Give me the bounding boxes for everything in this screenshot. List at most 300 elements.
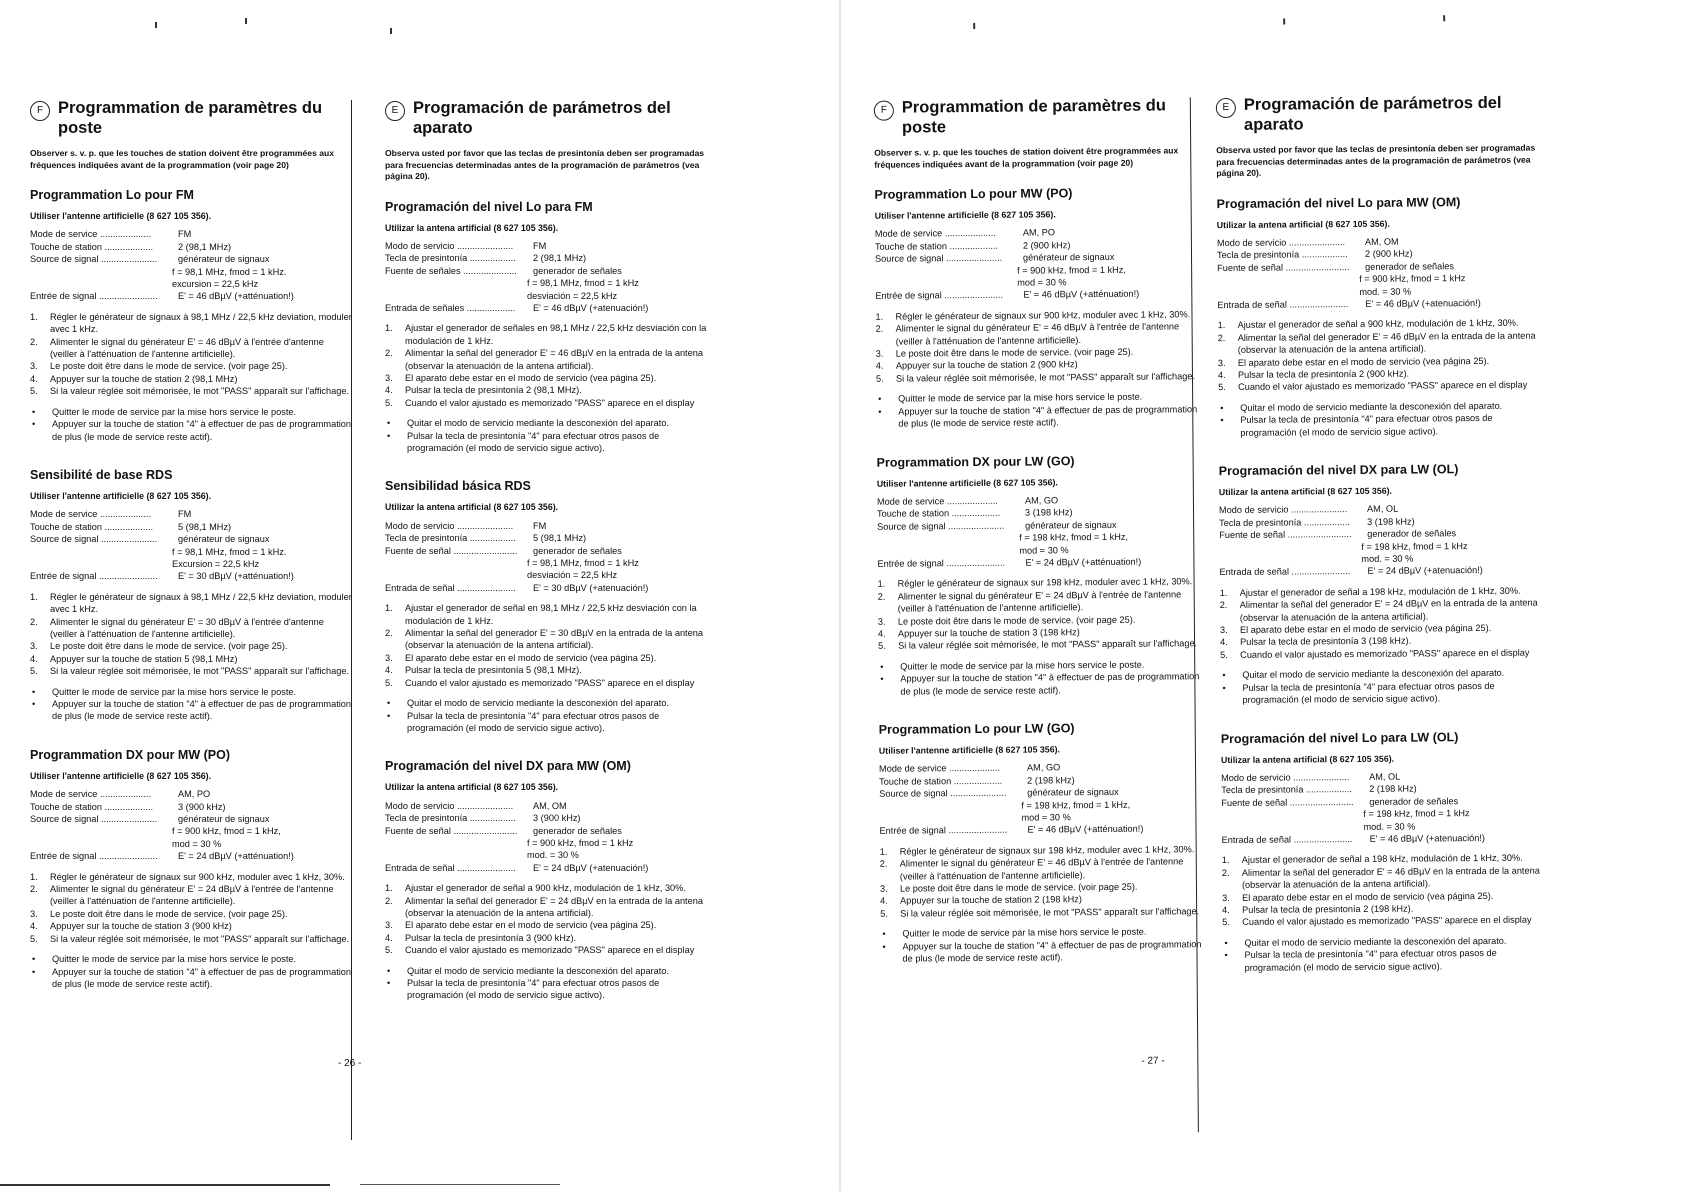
parameter-value: 5 (98,1 MHz) xyxy=(178,521,232,532)
parameter-label: Entrada de señales ................... xyxy=(385,302,516,313)
column-spanish xyxy=(1216,93,1545,999)
bullet-icon: • xyxy=(878,393,882,405)
step-number: 5. xyxy=(880,908,888,919)
parameter-value: AM, OL xyxy=(1366,504,1399,515)
step-number: 5. xyxy=(1220,649,1228,660)
step-number: 1. xyxy=(1219,587,1228,598)
step-text: El aparato debe estar en el modo de servicio (vea página 25). xyxy=(1242,890,1494,903)
parameter-row xyxy=(385,862,707,874)
procedure-section xyxy=(879,719,1203,965)
intro-note: Observa usted por favor que las teclas de presintonía deben ser programadas para frecuencias determinadas antes de la programación de parámetros (vea página 20). xyxy=(1216,142,1536,179)
note-item xyxy=(385,430,707,455)
step-item xyxy=(385,932,707,944)
step-number: 5. xyxy=(30,933,38,944)
bullet-icon: • xyxy=(882,928,886,940)
parameter-row xyxy=(385,582,707,594)
parameter-value: générateur de signaux xyxy=(178,254,270,265)
step-text: Alimenter le signal du générateur E' = 46 dBµV à l'entrée de l'antenne (veiller à l'atténuation de l'antenne artificielle). xyxy=(899,856,1184,882)
step-item xyxy=(878,638,1200,653)
language-badge: E xyxy=(1216,98,1236,118)
parameter-label: Tecla de presintonía .................. xyxy=(385,533,516,544)
procedure-section xyxy=(30,467,352,723)
parameter-detail: Excursion = 22,5 kHz xyxy=(172,558,260,569)
parameter-detail: f = 198 kHz, fmod = 1 kHz xyxy=(1361,540,1468,552)
bullet-icon: • xyxy=(387,698,391,709)
step-item xyxy=(385,882,707,894)
note-text: Quitar el modo de servicio mediante la desconexión del aparato. xyxy=(1240,400,1503,413)
parameter-row xyxy=(1219,527,1541,542)
parameter-label: Tecla de presintonía .................. xyxy=(1221,784,1352,796)
parameter-detail: mod. = 30 % xyxy=(1361,553,1414,564)
parameter-detail: f = 198 kHz, fmod = 1 kHz, xyxy=(1021,799,1131,811)
procedure-section xyxy=(874,184,1198,430)
step-number: 3. xyxy=(877,616,886,627)
parameter-label: Entrée de signal ....................... xyxy=(879,825,1008,837)
step-text: Si la valeur réglée soit mémorisée, le mot "PASS" apparaît sur l'affichage. xyxy=(900,906,1200,919)
parameter-value: 2 (98,1 MHz) xyxy=(533,253,587,264)
parameter-label: Tecla de presintonía .................. xyxy=(385,813,516,824)
bullet-icon: • xyxy=(32,699,36,709)
parameter-value: E' = 46 dBµV (+atténuation!) xyxy=(178,291,294,302)
parameter-detail: mod = 30 % xyxy=(1017,277,1067,288)
note-text: Pulsar la tecla de presintonía "4" para efectuar otros pasos de programación (el modo de servicio sigue activo). xyxy=(1244,948,1497,973)
parameter-row xyxy=(30,241,352,253)
bullet-icon: • xyxy=(32,686,36,697)
parameter-value: generador de señales xyxy=(1367,528,1457,540)
parameter-value: E' = 24 dBµV (+atténuation!) xyxy=(1025,556,1142,568)
step-number: 2. xyxy=(1219,600,1228,611)
step-text: Ajustar el generador de señal en 98,1 MHz / 22,5 kHz desviación con la modulación de 1 kHz. xyxy=(405,603,697,626)
bullet-icon: • xyxy=(32,406,36,417)
step-text: Alimentar la señal del generador E' = 46 dBµV en la entrada de la antena (observar la atenuación de la antena artificial). xyxy=(405,348,703,371)
step-text: Appuyer sur la touche de station 2 (900 kHz) xyxy=(895,359,1078,372)
bullet-icon: • xyxy=(32,966,36,977)
step-item xyxy=(385,677,707,689)
step-list xyxy=(1220,584,1543,661)
scan-mark xyxy=(1443,15,1445,21)
parameter-value: FM xyxy=(178,229,192,240)
parameter-detail: f = 98,1 MHz, fmod = 1 kHz xyxy=(527,278,639,289)
note-list xyxy=(1218,399,1540,439)
procedure-section xyxy=(385,758,707,1002)
step-item xyxy=(1218,329,1540,356)
section-heading: Programmation Lo pour LW (GO) xyxy=(878,721,1075,737)
parameter-row xyxy=(875,288,1197,303)
step-text: Alimentar la señal del generador E' = 30 dBµV en la entrada de la antena (observar la atenuación de la antena artificial). xyxy=(405,628,703,651)
parameter-detail: f = 198 kHz, fmod = 1 kHz, xyxy=(1019,531,1129,543)
step-text: Ajustar el generador de señal a 900 kHz, modulación de 1 kHz, 30%. xyxy=(405,883,686,894)
parameter-label: Modo de servicio ...................... xyxy=(385,800,514,811)
parameter-detail: f = 900 kHz, fmod = 1 kHz, xyxy=(172,826,281,837)
parameter-value: AM, GO xyxy=(1026,762,1061,773)
parameter-table xyxy=(879,761,1202,838)
procedure-section xyxy=(385,478,707,734)
step-text: Alimenter le signal du générateur E' = 24 dBµV à l'entrée de l'antenne (veiller à l'atténuation de l'antenne artificielle). xyxy=(897,589,1182,614)
step-text: Pulsar la tecla de presintonía 3 (198 kHz). xyxy=(1240,636,1412,648)
step-list xyxy=(30,311,352,398)
step-number: 3. xyxy=(385,372,393,383)
note-list xyxy=(385,417,707,454)
note-list xyxy=(385,965,707,1002)
step-item xyxy=(30,640,352,652)
note-text: Appuyer sur la touche de station "4" à effectuer de pas de programmation de plus (le mode de service reste actif). xyxy=(52,966,352,989)
step-item xyxy=(30,883,352,908)
parameter-table xyxy=(875,226,1198,303)
scan-mark xyxy=(155,22,157,28)
step-item xyxy=(1222,914,1544,929)
antenna-note: Utilizar la antena artificial (8 627 105 356). xyxy=(385,222,559,233)
parameter-value: AM, PO xyxy=(1022,227,1056,239)
page-fold xyxy=(839,0,841,1191)
parameter-row xyxy=(30,228,352,240)
parameter-row xyxy=(879,785,1201,800)
step-item xyxy=(876,320,1198,347)
parameter-label: Source de signal ...................... xyxy=(30,254,158,265)
step-number: 4. xyxy=(385,385,393,396)
step-number: 4. xyxy=(385,665,393,676)
note-text: Appuyer sur la touche de station "4" à effectuer de pas de programmation de plus (le mode de service reste actif). xyxy=(898,403,1198,429)
step-text: El aparato debe estar en el modo de servicio (vea página 25). xyxy=(405,652,657,663)
note-item xyxy=(385,710,707,735)
step-number: 2. xyxy=(30,336,38,347)
parameter-detail: f = 900 kHz, fmod = 1 kHz xyxy=(527,837,634,848)
step-number: 3. xyxy=(30,361,38,372)
step-item xyxy=(30,373,352,385)
parameter-table xyxy=(877,493,1200,570)
column-heading xyxy=(1216,93,1538,136)
parameter-label: Entrada de señal ....................... xyxy=(385,862,516,873)
step-item xyxy=(30,665,352,677)
bullet-icon: • xyxy=(387,418,391,429)
column-heading xyxy=(385,98,707,138)
step-list xyxy=(1222,852,1545,929)
parameter-value: FM xyxy=(178,509,192,520)
parameter-row xyxy=(385,800,707,812)
parameter-table xyxy=(385,240,707,314)
note-text: Pulsar la tecla de presintonía "4" para efectuar otros pasos de programación (el modo de servicio sigue activo). xyxy=(407,710,660,733)
parameter-detail: desviación = 22,5 kHz xyxy=(527,570,618,581)
section-heading: Sensibilidad básica RDS xyxy=(385,479,531,494)
step-number: 5. xyxy=(385,397,393,408)
note-item xyxy=(385,417,707,429)
step-number: 3. xyxy=(30,908,38,919)
procedure-section xyxy=(30,187,352,443)
step-number: 5. xyxy=(1218,382,1226,393)
step-text: Si la valeur réglée soit mémorisée, le mot "PASS" apparaît sur l'affichage. xyxy=(898,638,1198,651)
step-item xyxy=(385,919,707,931)
column-french xyxy=(874,95,1203,989)
bullet-icon: • xyxy=(387,978,391,988)
note-text: Appuyer sur la touche de station "4" à effectuer de pas de programmation de plus (le mode de service reste actif). xyxy=(52,419,352,442)
parameter-value: 3 (900 kHz) xyxy=(178,801,226,812)
step-text: Le poste doit être dans le mode de service. (voir page 25). xyxy=(50,641,288,652)
intro-note: Observa usted por favor que las teclas de presintonía deben ser programadas para frecuencias determinadas antes de la programación de parámetros (vea página 20). xyxy=(385,148,705,181)
procedure-section xyxy=(1217,193,1541,439)
step-text: Appuyer sur la touche de station 3 (198 kHz) xyxy=(897,627,1080,639)
parameter-label: Mode de service .................... xyxy=(874,228,996,240)
parameter-row xyxy=(1217,296,1539,311)
language-badge: F xyxy=(30,101,50,121)
step-number: 2. xyxy=(875,323,884,335)
step-number: 4. xyxy=(385,932,393,943)
antenna-note: Utiliser l'antenne artificielle (8 627 105 356). xyxy=(30,770,212,781)
step-item xyxy=(385,895,707,920)
antenna-note: Utiliser l'antenne artificielle (8 627 105 356). xyxy=(874,209,1056,221)
bullet-icon: • xyxy=(880,661,884,672)
step-text: Alimentar la señal del generador E' = 24 dBµV en la entrada de la antena (observar la atenuación de la antena artificial). xyxy=(1239,597,1538,623)
bullet-icon: • xyxy=(878,406,882,417)
parameter-row xyxy=(30,570,352,582)
parameter-label: Modo de servicio ...................... xyxy=(1216,236,1346,248)
parameter-detail: mod = 30 % xyxy=(1021,812,1071,823)
step-text: Alimentar la señal del generador E' = 46 dBµV en la entrada de la antena (observar la atenuación de la antena artificial). xyxy=(1241,865,1540,891)
step-item xyxy=(30,311,352,336)
parameter-detail: mod. = 30 % xyxy=(527,850,579,861)
step-text: Régler le générateur de signaux à 98,1 MHz / 22,5 kHz deviation, moduler avec 1 kHz. xyxy=(50,591,352,615)
left-page-inner xyxy=(0,0,840,1191)
step-number: 4. xyxy=(30,921,38,932)
step-text: Ajustar el generador de señales en 98,1 MHz / 22,5 kHz desviación con la modulación de 1 kHz. xyxy=(405,323,707,346)
bullet-icon: • xyxy=(387,710,391,721)
parameter-label: Touche de station ................... xyxy=(30,801,154,812)
step-number: 2. xyxy=(385,348,393,359)
step-number: 2. xyxy=(385,628,393,639)
step-text: Le poste doit être dans le mode de service. (voir page 25). xyxy=(50,361,288,372)
step-text: Si la valeur réglée soit mémorisée, le mot "PASS" apparaît sur l'affichage. xyxy=(895,371,1196,384)
bullet-icon: • xyxy=(387,965,391,976)
note-item xyxy=(30,953,352,965)
step-item xyxy=(876,370,1198,385)
parameter-row xyxy=(30,521,352,533)
step-number: 5. xyxy=(878,641,886,652)
step-text: Régler le générateur de signaux sur 198 kHz, moduler avec 1 kHz, 30%. xyxy=(897,576,1193,589)
parameter-label: Tecla de presintonía .................. xyxy=(385,253,516,264)
note-item xyxy=(385,977,707,1002)
parameter-label: Fuente de señal ......................... xyxy=(385,545,518,556)
note-list xyxy=(876,391,1198,431)
antenna-note: Utilizar la antena artificial (8 627 105 356). xyxy=(1216,218,1390,230)
step-number: 3. xyxy=(875,348,884,359)
language-badge: F xyxy=(874,101,894,121)
step-number: 4. xyxy=(877,628,886,639)
note-item xyxy=(30,698,352,723)
parameter-value: E' = 24 dBµV (+atenuación!) xyxy=(1367,565,1483,577)
parameter-label: Source de signal ...................... xyxy=(30,534,158,545)
note-item xyxy=(1220,679,1542,706)
note-item xyxy=(876,403,1198,430)
parameter-detail: f = 198 kHz, fmod = 1 kHz xyxy=(1363,808,1470,820)
step-number: 4. xyxy=(880,896,888,907)
parameter-value: E' = 24 dBµV (+atenuación!) xyxy=(533,862,649,873)
note-text: Pulsar la tecla de presintonía "4" para efectuar otros pasos de programación (el modo de servicio sigue activo). xyxy=(407,430,660,453)
step-text: Le poste doit être dans le mode de service. (voir page 25). xyxy=(895,346,1134,359)
parameter-label: Fuente de señal ......................... xyxy=(1219,529,1352,541)
step-text: El aparato debe estar en el modo de servicio (vea página 25). xyxy=(405,372,657,383)
step-list xyxy=(880,843,1203,920)
parameter-row xyxy=(385,265,707,277)
section-heading: Programmation DX pour MW (PO) xyxy=(30,747,230,762)
parameter-label: Fuente de señal ......................... xyxy=(385,825,518,836)
step-number: 3. xyxy=(1222,892,1230,903)
note-text: Quitar el modo de servicio mediante la desconexión del aparato. xyxy=(407,698,669,709)
step-item xyxy=(30,920,352,932)
parameter-row xyxy=(1222,831,1544,846)
parameter-row xyxy=(385,825,707,837)
step-list xyxy=(385,882,707,956)
bullet-icon: • xyxy=(387,430,391,441)
parameter-table xyxy=(1217,234,1540,311)
step-number: 2. xyxy=(877,591,886,602)
parameter-row xyxy=(385,302,707,314)
section-heading: Programación del nivel DX para MW (OM) xyxy=(385,759,631,774)
step-text: Appuyer sur la touche de station 2 (98,1 MHz) xyxy=(50,373,238,384)
step-text: Pulsar la tecla de presintonía 2 (198 kHz). xyxy=(1242,903,1414,915)
step-item xyxy=(880,905,1202,920)
step-number: 1. xyxy=(30,311,38,322)
step-list xyxy=(30,871,352,945)
parameter-label: Modo de servicio ...................... xyxy=(1221,771,1350,783)
antenna-note: Utilizar la antena artificial (8 627 105 356). xyxy=(385,782,559,793)
scan-mark xyxy=(245,18,247,24)
step-text: Appuyer sur la touche de station 2 (198 kHz) xyxy=(900,894,1082,907)
step-text: Cuando el valor ajustado es memorizado "PASS" aparece en el display xyxy=(1242,914,1532,928)
step-number: 5. xyxy=(385,945,393,956)
parameter-detail: mod. = 30 % xyxy=(1363,821,1416,832)
bullet-icon: • xyxy=(1224,950,1228,961)
parameter-label: Entrée de signal ....................... xyxy=(875,290,1004,302)
step-text: Ajustar el generador de señal a 198 kHz, modulación de 1 kHz, 30%. xyxy=(1241,853,1523,866)
parameter-value: 3 (198 kHz) xyxy=(1024,507,1073,518)
parameter-label: Modo de servicio ...................... xyxy=(385,240,514,251)
parameter-value: générateur de signaux xyxy=(1027,787,1119,798)
column-french xyxy=(30,98,352,1014)
note-text: Quitter le mode de service par la mise hors service le poste. xyxy=(52,954,297,965)
step-text: Alimentar la señal del generador E' = 24 dBµV en la entrada de la antena (observar la atenuación de la antena artificial). xyxy=(405,895,703,918)
step-text: Pulsar la tecla de presintonía 2 (98,1 MHz). xyxy=(405,385,582,396)
step-number: 3. xyxy=(879,883,888,894)
step-text: Alimenter le signal du générateur E' = 24 dBµV à l'entrée de l'antenne (veiller à l'atténuation de l'antenne artificielle). xyxy=(50,884,334,907)
step-number: 3. xyxy=(1217,357,1226,368)
procedure-section xyxy=(1221,728,1545,974)
note-text: Quitar el modo de servicio mediante la desconexión del aparato. xyxy=(407,965,669,976)
parameter-label: Modo de servicio ...................... xyxy=(1218,504,1348,516)
parameter-value: 2 (198 kHz) xyxy=(1369,783,1417,795)
step-item xyxy=(385,322,707,347)
parameter-value: 3 (900 kHz) xyxy=(533,813,581,824)
note-list xyxy=(1222,934,1544,974)
step-text: Ajustar el generador de señal a 198 kHz, modulación de 1 kHz, 30%. xyxy=(1239,585,1521,598)
antenna-note: Utiliser l'antenne artificielle (8 627 105 356). xyxy=(30,211,212,221)
step-item xyxy=(385,627,707,652)
procedure-section xyxy=(30,747,352,991)
step-item xyxy=(1218,379,1540,394)
parameter-detail: f = 98,1 MHz, fmod = 1 kHz. xyxy=(172,546,287,557)
scan-mark xyxy=(1283,19,1285,25)
parameter-detail: mod = 30 % xyxy=(1019,544,1069,556)
parameter-label: Source de signal ...................... xyxy=(879,787,1007,799)
parameter-row xyxy=(385,520,707,532)
parameter-value: FM xyxy=(533,240,547,251)
section-heading: Programación del nivel DX para LW (OL) xyxy=(1218,462,1459,479)
parameter-label: Fuente de señales ..................... xyxy=(385,265,517,276)
step-number: 4. xyxy=(30,373,38,384)
intro-note: Observer s. v. p. que les touches de station doivent être programmées aux fréquences indiquées avant de la programmation (voir page 20) xyxy=(874,145,1179,170)
parameter-row xyxy=(30,813,352,825)
parameter-table xyxy=(385,800,707,874)
parameter-value: generador de señales xyxy=(533,265,622,276)
parameter-label: Tecla de presintonía .................. xyxy=(1216,249,1348,261)
note-list xyxy=(30,953,352,990)
parameter-label: Entrée de signal ....................... xyxy=(30,291,158,302)
note-item xyxy=(1222,947,1544,974)
step-item xyxy=(30,616,352,641)
parameter-table xyxy=(30,228,352,302)
parameter-row xyxy=(30,290,352,302)
step-text: Cuando el valor ajustado es memorizado "PASS" aparece en el display xyxy=(405,945,695,956)
parameter-row xyxy=(385,252,707,264)
column-heading xyxy=(30,98,352,138)
language-badge: E xyxy=(385,101,405,121)
section-heading: Programación del nivel Lo para FM xyxy=(385,199,593,214)
section-heading: Sensibilité de base RDS xyxy=(30,467,173,482)
parameter-value: generador de señales xyxy=(533,825,622,836)
parameter-row xyxy=(877,555,1199,570)
step-text: Cuando el valor ajustado es memorizado "PASS" aparece en el display xyxy=(405,677,695,688)
step-number: 2. xyxy=(879,858,888,869)
step-number: 1. xyxy=(1217,320,1226,331)
note-text: Quitar el modo de servicio mediante la desconexión del aparato. xyxy=(1244,935,1507,948)
right-page-inner xyxy=(843,0,1683,1191)
bullet-icon: • xyxy=(880,673,884,684)
parameter-label: Mode de service .................... xyxy=(30,789,152,800)
section-heading: Programmation DX pour LW (GO) xyxy=(876,453,1075,470)
step-item xyxy=(30,653,352,665)
step-list xyxy=(385,602,707,689)
step-number: 4. xyxy=(30,653,38,664)
step-item xyxy=(30,385,352,397)
note-text: Pulsar la tecla de presintonía "4" para efectuar otros pasos de programación (el modo de servicio sigue activo). xyxy=(1240,413,1493,438)
parameter-table xyxy=(1221,769,1544,846)
parameter-value: FM xyxy=(533,520,547,531)
parameter-value: générateur de signaux xyxy=(178,534,270,545)
note-text: Appuyer sur la touche de station "4" à effectuer de pas de programmation de plus (le mode de service reste actif). xyxy=(52,699,352,722)
parameter-row xyxy=(385,532,707,544)
section-heading: Programmation Lo pour MW (PO) xyxy=(874,186,1073,202)
step-number: 2. xyxy=(30,616,38,627)
parameter-label: Mode de service .................... xyxy=(30,229,152,240)
parameter-label: Tecla de presintonía .................. xyxy=(1219,516,1350,528)
step-number: 1. xyxy=(875,311,884,322)
parameter-value: E' = 46 dBµV (+atenuación!) xyxy=(1365,297,1481,309)
parameter-value: AM, GO xyxy=(1024,495,1059,506)
column-title: Programación de parámetros del aparato xyxy=(413,99,671,137)
step-list xyxy=(878,576,1201,653)
parameter-row xyxy=(385,240,707,252)
step-list xyxy=(1218,317,1541,394)
step-number: 5. xyxy=(875,373,884,384)
step-text: Pulsar la tecla de presintonía 3 (900 kHz). xyxy=(405,932,577,943)
parameter-label: Touche de station ................... xyxy=(874,240,999,252)
parameter-label: Source de signal ...................... xyxy=(874,252,1003,264)
parameter-label: Mode de service .................... xyxy=(876,495,998,507)
page-number: - 26 - xyxy=(338,1058,362,1069)
step-item xyxy=(30,908,352,920)
parameter-value: 2 (900 kHz) xyxy=(1022,240,1071,251)
parameter-label: Touche de station ................... xyxy=(879,775,1003,787)
note-item xyxy=(30,406,352,418)
parameter-table xyxy=(385,520,707,594)
step-number: 1. xyxy=(385,603,393,614)
